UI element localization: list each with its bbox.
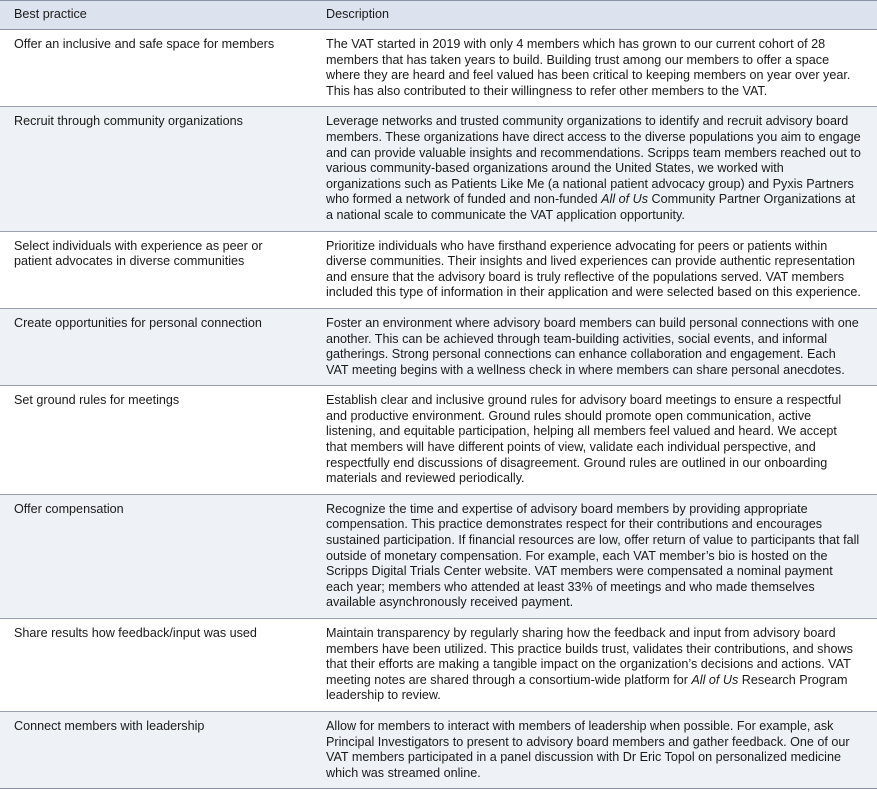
table-row	[0, 107, 877, 231]
description-text: Establish clear and inclusive ground rules for advisory board meetings to ensure a respectful and productive environment. Ground rules should promote open communication, active listening, and equitable participation, helping all members feel valued and heard. We accept that members will have different points of view, validate each individual perspective, and respectfully end discussions of disagreement. Ground rules are outlined in our onboarding materials and reviewed periodically.	[326, 393, 842, 486]
description-text: Recognize the time and expertise of advisory board members by providing appropriate compensation. This practice demonstrates respect for their contributions and encourages sustained participation. If financial resources are low, offer return of value to participants that fall outside of monetary compensation. For example, each VAT member’s bio is hosted on the Scripps Digital Trials Center website. VAT members were compensated a nominal payment each year; members who attended at least 33% of meetings and who made themselves available asynchronously received payment.	[326, 501, 860, 610]
description-cell	[311, 494, 877, 618]
practice-cell: Select individuals with experience as peer or patient advocates in diverse communities	[0, 231, 311, 308]
table-row	[0, 494, 877, 618]
table-row	[0, 386, 877, 495]
practice-cell: Share results how feedback/input was used	[0, 619, 311, 712]
description-text: Prioritize individuals who have firsthand experience advocating for peers or patients within diverse communities. Their insights and lived experiences can provide authentic representation and ensure that the advisory board is truly reflective of the populations served. VAT members included this type of information in their application and were selected based on this experience.	[326, 238, 861, 300]
description-cell	[311, 231, 877, 308]
header-row	[0, 1, 877, 30]
description-text-end: Community Partner Organizations at a national scale to communicate the VAT application opportunity.	[326, 192, 856, 222]
practice-cell: Connect members with leadership	[0, 711, 311, 788]
practice-cell: Offer compensation	[0, 494, 311, 618]
table-row	[0, 30, 877, 107]
practice-cell: Offer an inclusive and safe space for members	[0, 30, 311, 107]
description-cell	[311, 30, 877, 107]
description-text: Allow for members to interact with members of leadership when possible. For example, ask Principal Investigators to present to advisory board members and gather feedback. One of our VAT members participated in a panel discussion with Dr Eric Topol on personalized medicine which was streamed online.	[326, 718, 850, 780]
description-text: The VAT started in 2019 with only 4 members which has grown to our current cohort of 28 members that has taken years to build. Building trust among our members to offer a space where they are heard and feel valued has been critical to keeping members on year over year. This has also contributed to their willingness to refer other members to the VAT.	[326, 37, 851, 98]
description-italic: All of Us	[601, 192, 649, 207]
table-row	[0, 231, 877, 308]
description-text: Maintain transparency by regularly sharing how the feedback and input from advisory board members have been utilized. This practice builds trust, validates their contributions, and shows that their efforts are making a tangible impact on the organization’s decisions and actions. VAT meeting notes are shared through a consortium-wide platform for	[326, 626, 853, 687]
practice-cell: Create opportunities for personal connection	[0, 308, 311, 385]
header-best-practice: Best practice	[0, 1, 311, 30]
header-description: Description	[311, 1, 877, 30]
description-text-end: Research Program leadership to review.	[326, 672, 848, 703]
description-cell	[311, 619, 877, 712]
description-italic: All of Us	[691, 672, 739, 687]
table-row	[0, 308, 877, 385]
description-cell	[311, 711, 877, 788]
practice-cell: Set ground rules for meetings	[0, 386, 311, 495]
description-text: Foster an environment where advisory board members can build personal connections with one another. This can be achieved through team-building activities, social events, and informal gatherings. Strong personal connections can enhance collaboration and engagement. Each VAT meeting begins with a wellness check in where members can share personal anecdotes.	[326, 315, 859, 377]
description-cell	[311, 308, 877, 385]
practice-cell: Recruit through community organizations	[0, 107, 311, 231]
table-row	[0, 619, 877, 712]
description-cell	[311, 107, 877, 231]
description-text: Leverage networks and trusted community organizations to identify and recruit advisory board members. These organizations have direct access to the diverse populations you aim to engage and can provide valuable insights and recommendations. Scripps team members reached out to various community-based organizations around the United States, we worked with organizations such as Patients Like Me (a national patient advocacy group) and Pyxis Partners who formed a network of funded and non-funded	[326, 114, 861, 207]
table-row	[0, 711, 877, 788]
description-cell	[311, 386, 877, 495]
